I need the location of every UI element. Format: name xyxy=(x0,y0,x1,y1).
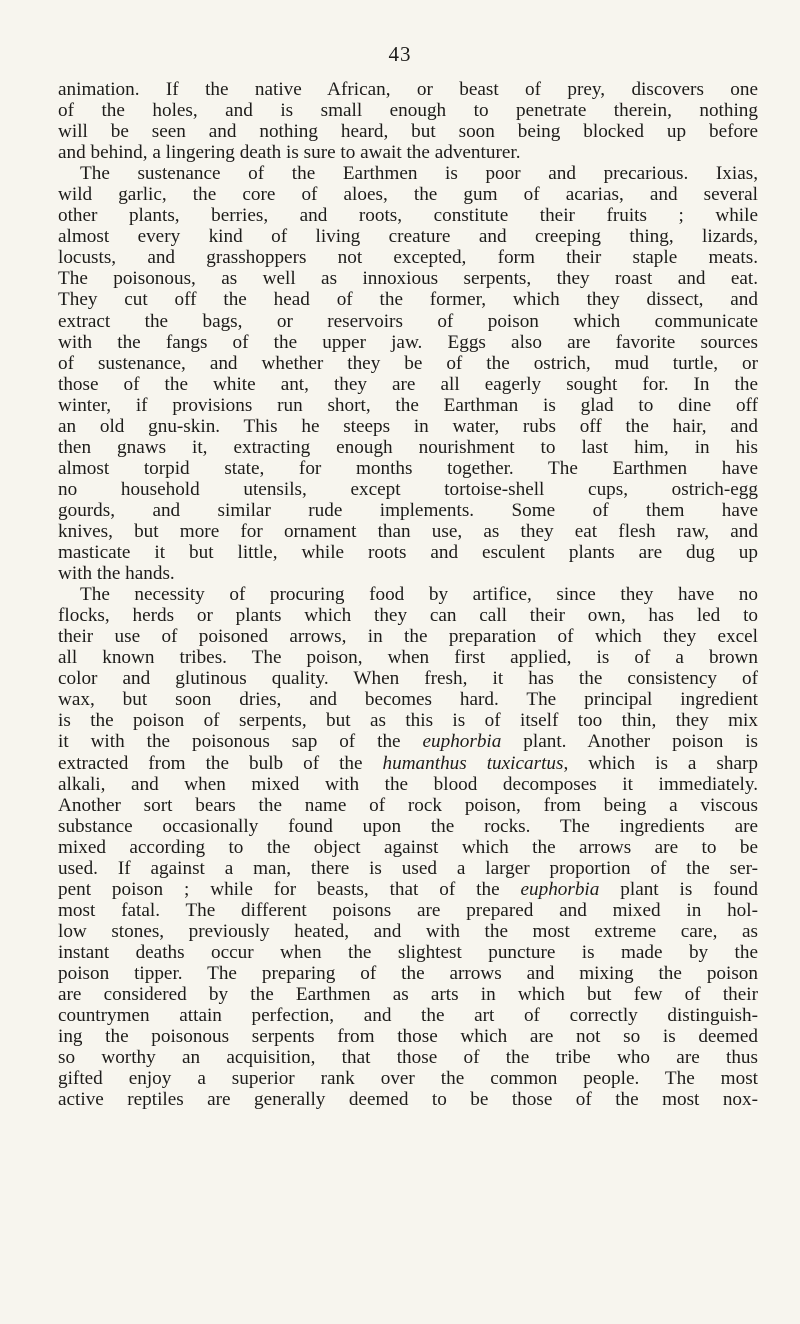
text-line: low stones, previously heated, and with the most extreme care, as xyxy=(58,920,758,942)
italic-term: euphorbia xyxy=(520,878,600,900)
text-line: The necessity of procuring food by artifice, since they have no xyxy=(80,584,758,606)
text-line: wild garlic, the core of aloes, the gum of acarias, and several xyxy=(58,184,758,206)
text-segment: pent poison ; while for beasts, that of the xyxy=(58,878,521,900)
text-line xyxy=(58,731,758,752)
text-line: color and glutinous quality. When fresh, it has the consistency of xyxy=(58,668,758,690)
text-line: masticate it but little, while roots and esculent plants are dug up xyxy=(58,542,758,564)
text-line: those of the white ant, they are all eagerly sought for. In the xyxy=(58,373,758,395)
text-segment: , which is a sharp xyxy=(563,752,758,774)
text-line: extract the bags, or reservoirs of poison which communicate xyxy=(58,310,758,332)
text-segment: plant. Another poison is xyxy=(523,731,759,753)
text-line: They cut off the head of the former, which they dissect, and xyxy=(58,289,758,311)
text-line: winter, if provisions run short, the Earthman is glad to dine off xyxy=(58,394,758,416)
text-line: substance occasionally found upon the rocks. The ingredients are xyxy=(58,815,758,837)
text-line: other plants, berries, and roots, constitute their fruits ; while xyxy=(58,205,758,227)
text-line: their use of poisoned arrows, in the preparation of which they excel xyxy=(58,626,758,648)
text-line: is the poison of serpents, but as this is of itself too thin, they mix xyxy=(58,710,758,732)
text-line: countrymen attain perfection, and the art of correctly distinguish- xyxy=(58,1005,758,1027)
body-text xyxy=(58,79,758,1110)
text-line: used. If against a man, there is used a larger proportion of the ser- xyxy=(58,857,758,879)
text-line: flocks, herds or plants which they can call their own, has led to xyxy=(58,605,758,627)
text-line: no household utensils, except tortoise-shell cups, ostrich-egg xyxy=(58,478,758,500)
text-line: then gnaws it, extracting enough nourishment to last him, in his xyxy=(58,436,758,458)
text-line: gourds, and similar rude implements. Some of them have xyxy=(58,499,758,521)
text-line: and behind, a lingering death is sure to await the adventurer. xyxy=(58,142,521,164)
text-line xyxy=(58,879,758,900)
text-line: of sustenance, and whether they be of the ostrich, mud turtle, or xyxy=(58,352,758,374)
text-line: alkali, and when mixed with the blood decomposes it immediately. xyxy=(58,773,758,795)
italic-term: euphorbia xyxy=(422,731,502,753)
text-line: most fatal. The different poisons are prepared and mixed in hol- xyxy=(58,899,758,921)
text-line xyxy=(58,753,758,774)
text-line: locusts, and grasshoppers not excepted, form their staple meats. xyxy=(58,247,758,269)
text-line: gifted enjoy a superior rank over the common people. The most xyxy=(58,1068,758,1090)
text-line: with the hands. xyxy=(58,563,175,585)
page-number: 43 xyxy=(388,42,412,66)
text-line: wax, but soon dries, and becomes hard. The principal ingredient xyxy=(58,689,758,711)
text-line: The sustenance of the Earthmen is poor and precarious. Ixias, xyxy=(80,163,758,185)
text-line: all known tribes. The poison, when first applied, is of a brown xyxy=(58,647,758,669)
text-line: with the fangs of the upper jaw. Eggs also are favorite sources xyxy=(58,331,758,353)
text-segment: extracted from the bulb of the xyxy=(58,752,383,774)
text-line: an old gnu-skin. This he steeps in water, rubs off the hair, and xyxy=(58,415,758,437)
text-line: animation. If the native African, or beast of prey, discovers one xyxy=(58,79,758,100)
text-line: almost every kind of living creature and creeping thing, lizards, xyxy=(58,226,758,248)
text-line: will be seen and nothing heard, but soon being blocked up before xyxy=(58,121,758,143)
text-line: poison tipper. The preparing of the arrows and mixing the poison xyxy=(58,962,758,984)
text-line: The poisonous, as well as innoxious serpents, they roast and eat. xyxy=(58,268,758,290)
text-segment: it with the poisonous sap of the xyxy=(58,731,423,753)
text-segment: plant is found xyxy=(599,878,758,900)
text-line: instant deaths occur when the slightest puncture is made by the xyxy=(58,941,758,963)
text-line: Another sort bears the name of rock poison, from being a viscous xyxy=(58,794,758,816)
italic-term: humanthus tuxicartus xyxy=(382,752,564,774)
text-line: ing the poisonous serpents from those which are not so is deemed xyxy=(58,1026,758,1048)
text-line: knives, but more for ornament than use, as they eat flesh raw, and xyxy=(58,520,758,542)
text-line: of the holes, and is small enough to penetrate therein, nothing xyxy=(58,100,758,122)
text-line: mixed according to the object against which the arrows are to be xyxy=(58,836,758,858)
text-line: active reptiles are generally deemed to be those of the most nox- xyxy=(58,1089,758,1111)
text-line: are considered by the Earthmen as arts in which but few of their xyxy=(58,984,758,1006)
text-line: so worthy an acquisition, that those of the tribe who are thus xyxy=(58,1047,758,1069)
text-line: almost torpid state, for months together. The Earthmen have xyxy=(58,457,758,479)
